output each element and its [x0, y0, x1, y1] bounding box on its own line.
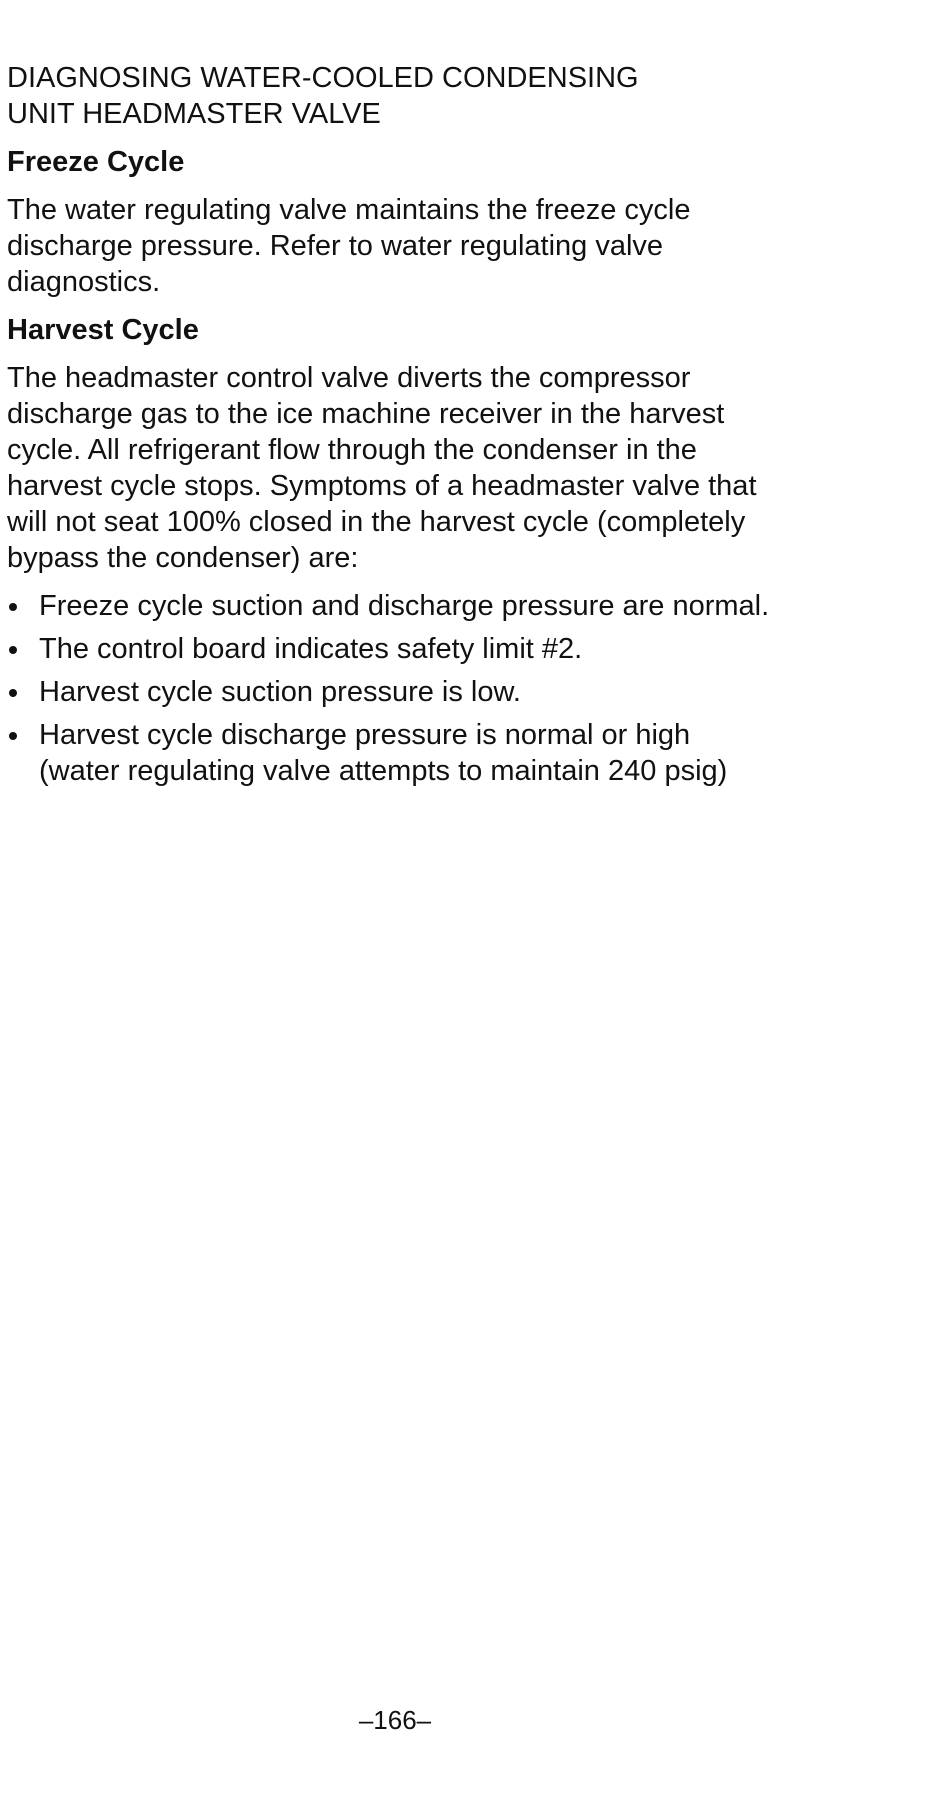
- list-item: [7, 631, 777, 667]
- bullet-icon: [9, 603, 17, 611]
- list-item-text: Freeze cycle suction and discharge pressure are normal.: [39, 590, 770, 622]
- symptom-list: [7, 588, 777, 789]
- bullet-icon: [9, 689, 17, 697]
- list-item-text: Harvest cycle discharge pressure is normal or high (water regulating valve attempts to maintain 240 psig): [39, 719, 728, 787]
- list-item-text: Harvest cycle suction pressure is low.: [39, 676, 521, 708]
- harvest-cycle-heading: Harvest Cycle: [7, 314, 199, 346]
- document-page: [7, 60, 777, 796]
- freeze-cycle-section: [7, 144, 777, 300]
- list-item: [7, 717, 777, 789]
- page-number: –166–: [358, 1705, 432, 1735]
- bullet-icon: [9, 646, 17, 654]
- bullet-icon: [9, 732, 17, 740]
- list-item: [7, 674, 777, 710]
- list-item: [7, 588, 777, 624]
- page-title: DIAGNOSING WATER-COOLED CONDENSING UNIT HEADMASTER VALVE: [7, 62, 639, 130]
- freeze-cycle-heading: Freeze Cycle: [7, 146, 185, 178]
- freeze-cycle-paragraph: The water regulating valve maintains the freeze cycle discharge pressure. Refer to water regulating valve diagnostics.: [7, 194, 691, 298]
- harvest-cycle-section: [7, 312, 777, 789]
- list-item-text: The control board indicates safety limit #2.: [39, 633, 583, 665]
- harvest-cycle-paragraph: The headmaster control valve diverts the compressor discharge gas to the ice machine receiver in the harvest cycle. All refrigerant flow through the condenser in the harvest cycle stops. Symptoms of a headmaster valve that will not seat 100% closed in the harvest cycle (completely bypass the condenser) are:: [7, 362, 757, 574]
